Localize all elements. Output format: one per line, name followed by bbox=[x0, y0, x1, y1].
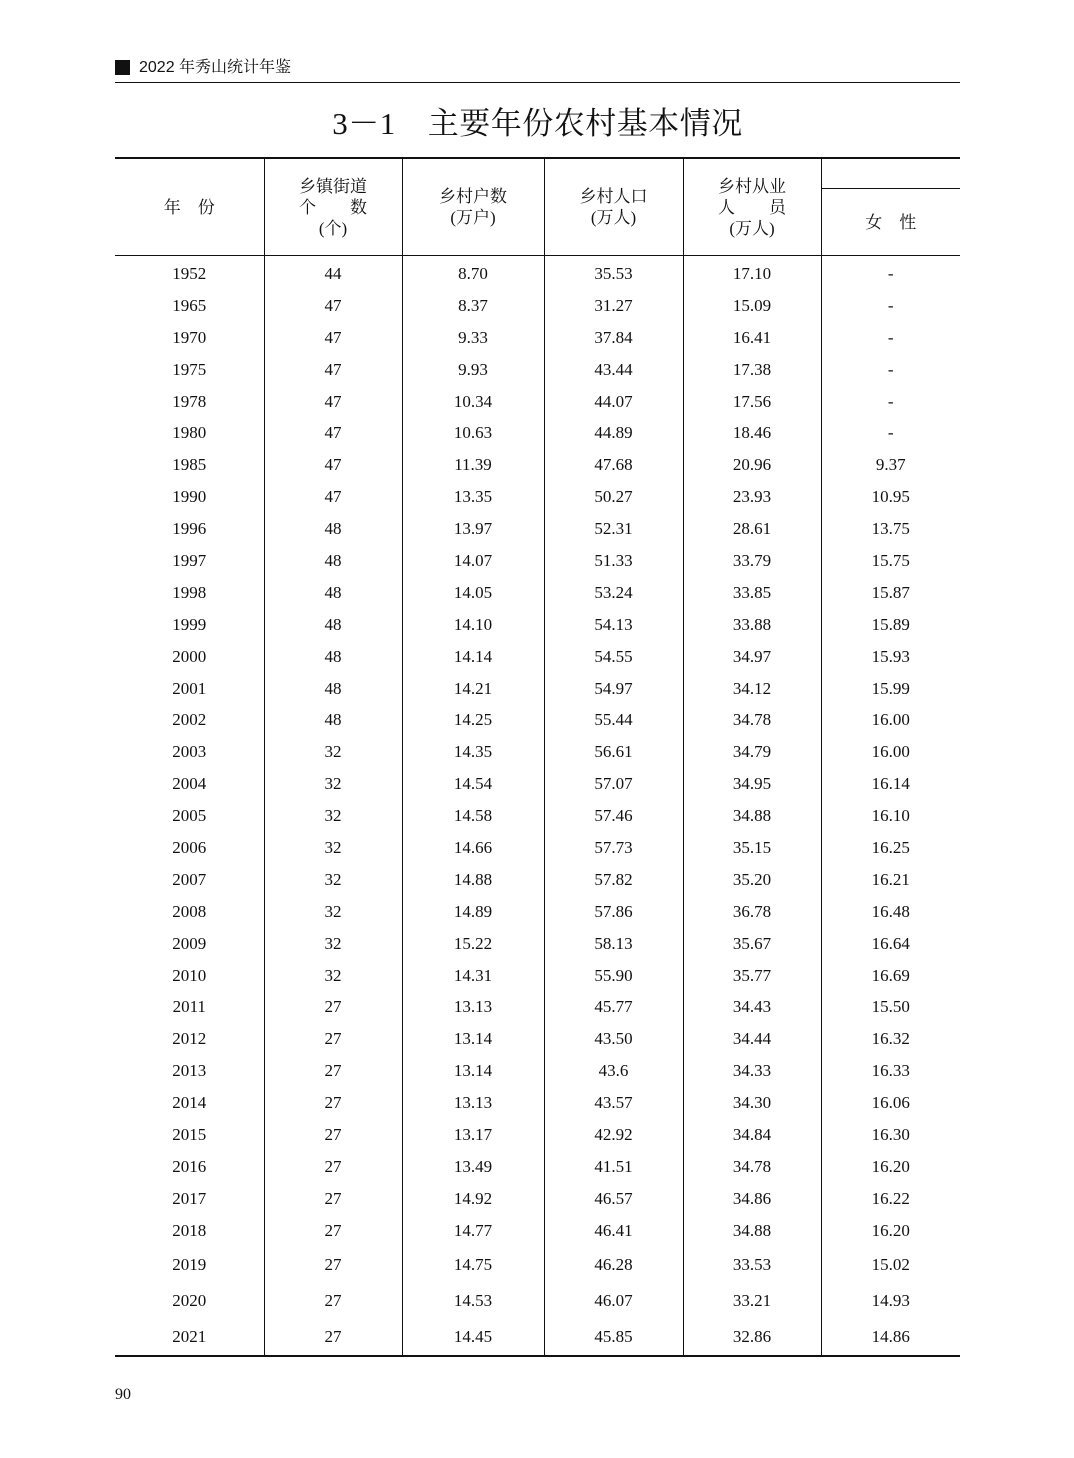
cell-employed: 17.56 bbox=[683, 386, 821, 418]
cell-female: 16.48 bbox=[871, 901, 910, 921]
cell-towns: 27 bbox=[264, 1183, 402, 1215]
cell-female: - bbox=[887, 391, 894, 411]
cell-employed: 15.09 bbox=[683, 290, 821, 322]
cell-year: 2000 bbox=[115, 641, 264, 673]
cell-towns: 48 bbox=[264, 704, 402, 736]
cell-towns: 47 bbox=[264, 290, 402, 322]
cell-female: 14.86 bbox=[821, 1319, 960, 1356]
cell-employed: 34.97 bbox=[683, 641, 821, 673]
header-towns-line: 乡镇街道 bbox=[299, 176, 367, 196]
table-row bbox=[115, 386, 960, 418]
table-row bbox=[115, 960, 960, 992]
cell-households: 14.58 bbox=[402, 800, 544, 832]
cell-employed: 34.78 bbox=[683, 1151, 821, 1183]
cell-population: 57.86 bbox=[544, 896, 683, 928]
table-row bbox=[115, 577, 960, 609]
cell-households: 14.31 bbox=[402, 960, 544, 992]
cell-employed: 33.21 bbox=[683, 1283, 821, 1319]
table-row bbox=[115, 609, 960, 641]
cell-employed: 35.77 bbox=[683, 960, 821, 992]
cell-employed: 34.12 bbox=[683, 673, 821, 705]
cell-towns: 48 bbox=[264, 577, 402, 609]
cell-year: 1952 bbox=[115, 256, 264, 290]
cell-female: 16.33 bbox=[871, 1061, 910, 1081]
cell-population: 52.31 bbox=[544, 513, 683, 545]
cell-female: 16.25 bbox=[871, 837, 910, 857]
header-employed-unit: (万人) bbox=[729, 218, 775, 238]
cell-employed: 35.15 bbox=[683, 832, 821, 864]
cell-year: 2003 bbox=[115, 736, 264, 768]
cell-households: 10.63 bbox=[402, 417, 544, 449]
cell-employed: 17.10 bbox=[683, 256, 821, 290]
cell-year: 2001 bbox=[115, 673, 264, 705]
cell-households: 14.07 bbox=[402, 545, 544, 577]
cell-year: 1985 bbox=[115, 449, 264, 481]
cell-year: 2011 bbox=[115, 991, 264, 1023]
cell-year: 2002 bbox=[115, 704, 264, 736]
cell-female: - bbox=[887, 327, 894, 347]
page-title bbox=[115, 100, 960, 148]
cell-year: 2016 bbox=[115, 1151, 264, 1183]
table-row bbox=[115, 417, 960, 449]
running-head-text: 2022 年秀山统计年鉴 bbox=[139, 59, 292, 76]
cell-towns: 47 bbox=[264, 386, 402, 418]
cell-population: 31.27 bbox=[544, 290, 683, 322]
table-row bbox=[115, 256, 960, 290]
cell-towns: 48 bbox=[264, 513, 402, 545]
cell-year: 2017 bbox=[115, 1183, 264, 1215]
cell-female: 16.06 bbox=[871, 1093, 910, 1113]
cell-households: 14.66 bbox=[402, 832, 544, 864]
cell-year: 2015 bbox=[115, 1119, 264, 1151]
cell-population: 43.50 bbox=[544, 1023, 683, 1055]
header-year: 年 份 bbox=[115, 158, 264, 256]
cell-towns: 32 bbox=[264, 736, 402, 768]
cell-population: 56.61 bbox=[544, 736, 683, 768]
cell-employed: 34.33 bbox=[683, 1055, 821, 1087]
table-row bbox=[115, 928, 960, 960]
cell-population: 45.77 bbox=[544, 991, 683, 1023]
cell-employed: 34.43 bbox=[683, 991, 821, 1023]
cell-households: 14.77 bbox=[402, 1215, 544, 1247]
cell-households: 8.37 bbox=[402, 290, 544, 322]
cell-households: 14.92 bbox=[402, 1183, 544, 1215]
cell-towns: 47 bbox=[264, 322, 402, 354]
header-rule bbox=[115, 82, 960, 83]
cell-population: 47.68 bbox=[544, 449, 683, 481]
cell-year: 2018 bbox=[115, 1215, 264, 1247]
cell-towns: 27 bbox=[264, 1055, 402, 1087]
cell-employed: 17.38 bbox=[683, 354, 821, 386]
cell-towns: 32 bbox=[264, 800, 402, 832]
cell-employed: 34.30 bbox=[683, 1087, 821, 1119]
cell-population: 57.46 bbox=[544, 800, 683, 832]
square-bullet-icon bbox=[115, 60, 130, 75]
cell-employed: 34.78 bbox=[683, 704, 821, 736]
table-row bbox=[115, 513, 960, 545]
cell-population: 35.53 bbox=[544, 256, 683, 290]
cell-female: 16.14 bbox=[871, 774, 910, 794]
cell-female: 10.95 bbox=[871, 487, 910, 507]
cell-population: 57.82 bbox=[544, 864, 683, 896]
cell-towns: 48 bbox=[264, 545, 402, 577]
cell-year: 2020 bbox=[115, 1283, 264, 1319]
header-population-line: 乡村人口 bbox=[579, 187, 648, 206]
cell-year: 1980 bbox=[115, 417, 264, 449]
cell-year: 1997 bbox=[115, 545, 264, 577]
cell-female: 16.69 bbox=[871, 965, 910, 985]
cell-towns: 32 bbox=[264, 960, 402, 992]
cell-year: 2004 bbox=[115, 768, 264, 800]
cell-towns: 27 bbox=[264, 1283, 402, 1319]
cell-towns: 48 bbox=[264, 609, 402, 641]
table-row bbox=[115, 1023, 960, 1055]
cell-population: 50.27 bbox=[544, 481, 683, 513]
cell-population: 55.90 bbox=[544, 960, 683, 992]
cell-households: 15.22 bbox=[402, 928, 544, 960]
table-row bbox=[115, 322, 960, 354]
cell-female: 14.93 bbox=[871, 1290, 910, 1310]
table-row bbox=[115, 673, 960, 705]
cell-employed: 18.46 bbox=[683, 417, 821, 449]
cell-population: 45.85 bbox=[544, 1319, 683, 1356]
cell-population: 46.07 bbox=[544, 1283, 683, 1319]
header-towns bbox=[264, 158, 402, 256]
cell-employed: 32.86 bbox=[683, 1319, 821, 1356]
cell-population: 46.41 bbox=[544, 1215, 683, 1247]
header-employed-line: 人 员 bbox=[718, 197, 786, 217]
cell-female: 13.75 bbox=[871, 519, 910, 539]
cell-year: 1996 bbox=[115, 513, 264, 545]
cell-population: 41.51 bbox=[544, 1151, 683, 1183]
cell-year: 1999 bbox=[115, 609, 264, 641]
cell-year: 1998 bbox=[115, 577, 264, 609]
cell-households: 14.05 bbox=[402, 577, 544, 609]
cell-towns: 27 bbox=[264, 991, 402, 1023]
cell-households: 13.14 bbox=[402, 1023, 544, 1055]
cell-households: 14.88 bbox=[402, 864, 544, 896]
table-row bbox=[115, 736, 960, 768]
cell-employed: 34.86 bbox=[683, 1183, 821, 1215]
cell-households: 10.34 bbox=[402, 386, 544, 418]
cell-year: 2021 bbox=[115, 1319, 264, 1356]
table-body bbox=[115, 256, 960, 1356]
cell-households: 14.10 bbox=[402, 609, 544, 641]
cell-households: 11.39 bbox=[402, 449, 544, 481]
cell-employed: 34.84 bbox=[683, 1119, 821, 1151]
table-row bbox=[115, 896, 960, 928]
cell-year: 2013 bbox=[115, 1055, 264, 1087]
header-towns-line: 个 数 bbox=[299, 197, 367, 217]
header-subrule bbox=[822, 188, 961, 189]
cell-towns: 32 bbox=[264, 928, 402, 960]
cell-towns: 44 bbox=[264, 256, 402, 290]
cell-female: 16.20 bbox=[871, 1156, 910, 1176]
table-row bbox=[115, 1247, 960, 1283]
cell-towns: 32 bbox=[264, 864, 402, 896]
cell-female: 9.37 bbox=[875, 455, 906, 475]
cell-employed: 23.93 bbox=[683, 481, 821, 513]
cell-households: 13.49 bbox=[402, 1151, 544, 1183]
rural-statistics-table bbox=[115, 157, 960, 1357]
table-row bbox=[115, 832, 960, 864]
cell-employed: 33.88 bbox=[683, 609, 821, 641]
cell-employed: 16.41 bbox=[683, 322, 821, 354]
cell-female: 16.32 bbox=[871, 1029, 910, 1049]
cell-year: 1965 bbox=[115, 290, 264, 322]
cell-female: 16.21 bbox=[871, 869, 910, 889]
cell-female: 15.50 bbox=[871, 997, 910, 1017]
cell-households: 14.14 bbox=[402, 641, 544, 673]
cell-population: 43.6 bbox=[544, 1055, 683, 1087]
cell-year: 1975 bbox=[115, 354, 264, 386]
cell-population: 54.97 bbox=[544, 673, 683, 705]
cell-year: 1970 bbox=[115, 322, 264, 354]
cell-households: 14.21 bbox=[402, 673, 544, 705]
running-head bbox=[115, 58, 960, 82]
cell-employed: 34.88 bbox=[683, 1215, 821, 1247]
header-population bbox=[544, 158, 683, 256]
table-row bbox=[115, 704, 960, 736]
table-row bbox=[115, 290, 960, 322]
cell-households: 14.89 bbox=[402, 896, 544, 928]
cell-year: 1978 bbox=[115, 386, 264, 418]
cell-female: 15.87 bbox=[871, 582, 910, 602]
cell-towns: 32 bbox=[264, 832, 402, 864]
cell-population: 54.13 bbox=[544, 609, 683, 641]
cell-population: 43.44 bbox=[544, 354, 683, 386]
cell-households: 13.17 bbox=[402, 1119, 544, 1151]
cell-female: 16.00 bbox=[871, 742, 910, 762]
cell-female: - bbox=[887, 359, 894, 379]
table-row bbox=[115, 1055, 960, 1087]
cell-towns: 27 bbox=[264, 1151, 402, 1183]
cell-population: 57.07 bbox=[544, 768, 683, 800]
table-header-row bbox=[115, 158, 960, 256]
header-households-unit: (万户) bbox=[450, 208, 496, 227]
cell-employed: 34.44 bbox=[683, 1023, 821, 1055]
table-row bbox=[115, 449, 960, 481]
cell-year: 2005 bbox=[115, 800, 264, 832]
table-row bbox=[115, 641, 960, 673]
cell-year: 2019 bbox=[115, 1247, 264, 1283]
cell-employed: 33.79 bbox=[683, 545, 821, 577]
cell-population: 46.57 bbox=[544, 1183, 683, 1215]
table-row bbox=[115, 1319, 960, 1356]
table-row bbox=[115, 545, 960, 577]
cell-year: 2010 bbox=[115, 960, 264, 992]
cell-year: 2008 bbox=[115, 896, 264, 928]
cell-population: 46.28 bbox=[544, 1247, 683, 1283]
cell-households: 9.93 bbox=[402, 354, 544, 386]
cell-population: 44.07 bbox=[544, 386, 683, 418]
cell-households: 14.53 bbox=[402, 1283, 544, 1319]
cell-female: 16.22 bbox=[871, 1188, 910, 1208]
cell-female: 16.00 bbox=[871, 710, 910, 730]
table-row bbox=[115, 1183, 960, 1215]
cell-female: 16.30 bbox=[871, 1124, 910, 1144]
cell-households: 13.14 bbox=[402, 1055, 544, 1087]
header-population-unit: (万人) bbox=[590, 208, 637, 227]
cell-households: 13.13 bbox=[402, 1087, 544, 1119]
cell-households: 13.13 bbox=[402, 991, 544, 1023]
cell-employed: 20.96 bbox=[683, 449, 821, 481]
cell-towns: 27 bbox=[264, 1215, 402, 1247]
cell-households: 14.25 bbox=[402, 704, 544, 736]
header-households-line: 乡村户数 bbox=[439, 187, 507, 206]
cell-towns: 47 bbox=[264, 354, 402, 386]
cell-population: 53.24 bbox=[544, 577, 683, 609]
table-row bbox=[115, 768, 960, 800]
cell-female: 15.02 bbox=[871, 1254, 910, 1274]
cell-towns: 48 bbox=[264, 673, 402, 705]
page-number: 90 bbox=[115, 1386, 131, 1403]
table-row bbox=[115, 991, 960, 1023]
cell-year: 2007 bbox=[115, 864, 264, 896]
header-employed bbox=[683, 158, 821, 256]
cell-employed: 35.67 bbox=[683, 928, 821, 960]
cell-population: 37.84 bbox=[544, 322, 683, 354]
cell-towns: 27 bbox=[264, 1319, 402, 1356]
cell-towns: 27 bbox=[264, 1087, 402, 1119]
cell-female: 16.10 bbox=[871, 806, 910, 826]
cell-female: 15.99 bbox=[871, 678, 910, 698]
cell-employed: 33.53 bbox=[683, 1247, 821, 1283]
cell-towns: 47 bbox=[264, 449, 402, 481]
table-row bbox=[115, 1087, 960, 1119]
cell-employed: 34.88 bbox=[683, 800, 821, 832]
cell-year: 2012 bbox=[115, 1023, 264, 1055]
cell-female: - bbox=[887, 423, 894, 443]
cell-female: - bbox=[887, 295, 894, 315]
cell-households: 9.33 bbox=[402, 322, 544, 354]
cell-female: - bbox=[887, 263, 894, 283]
cell-households: 14.54 bbox=[402, 768, 544, 800]
cell-towns: 47 bbox=[264, 481, 402, 513]
cell-population: 54.55 bbox=[544, 641, 683, 673]
cell-employed: 33.85 bbox=[683, 577, 821, 609]
cell-population: 55.44 bbox=[544, 704, 683, 736]
cell-female: 16.64 bbox=[871, 933, 910, 953]
cell-female: 16.20 bbox=[871, 1220, 910, 1240]
table-row bbox=[115, 354, 960, 386]
cell-female: 15.75 bbox=[871, 550, 910, 570]
cell-towns: 32 bbox=[264, 896, 402, 928]
cell-towns: 47 bbox=[264, 417, 402, 449]
table-row bbox=[115, 1151, 960, 1183]
cell-population: 44.89 bbox=[544, 417, 683, 449]
cell-population: 58.13 bbox=[544, 928, 683, 960]
table-number: 3－1 bbox=[332, 106, 396, 141]
cell-households: 13.97 bbox=[402, 513, 544, 545]
cell-year: 1990 bbox=[115, 481, 264, 513]
cell-households: 14.35 bbox=[402, 736, 544, 768]
cell-towns: 27 bbox=[264, 1023, 402, 1055]
cell-population: 57.73 bbox=[544, 832, 683, 864]
header-households bbox=[402, 158, 544, 256]
cell-towns: 48 bbox=[264, 641, 402, 673]
cell-households: 14.75 bbox=[402, 1247, 544, 1283]
cell-towns: 27 bbox=[264, 1119, 402, 1151]
cell-female: 15.93 bbox=[871, 646, 910, 666]
table-row bbox=[115, 864, 960, 896]
cell-employed: 36.78 bbox=[683, 896, 821, 928]
cell-households: 13.35 bbox=[402, 481, 544, 513]
table-row bbox=[115, 1283, 960, 1319]
header-female-label: 女 性 bbox=[865, 213, 917, 232]
cell-households: 14.45 bbox=[402, 1319, 544, 1356]
cell-employed: 35.20 bbox=[683, 864, 821, 896]
header-towns-unit: (个) bbox=[318, 218, 348, 238]
cell-year: 2009 bbox=[115, 928, 264, 960]
cell-employed: 34.95 bbox=[683, 768, 821, 800]
cell-households: 8.70 bbox=[402, 256, 544, 290]
header-employed-line: 乡村从业 bbox=[718, 176, 786, 196]
table-row bbox=[115, 481, 960, 513]
cell-employed: 28.61 bbox=[683, 513, 821, 545]
cell-population: 51.33 bbox=[544, 545, 683, 577]
cell-towns: 32 bbox=[264, 768, 402, 800]
cell-towns: 27 bbox=[264, 1247, 402, 1283]
table-row bbox=[115, 800, 960, 832]
header-female bbox=[821, 158, 960, 256]
cell-population: 42.92 bbox=[544, 1119, 683, 1151]
table-row bbox=[115, 1119, 960, 1151]
cell-female: 15.89 bbox=[871, 614, 910, 634]
table-row bbox=[115, 1215, 960, 1247]
cell-year: 2006 bbox=[115, 832, 264, 864]
cell-population: 43.57 bbox=[544, 1087, 683, 1119]
cell-employed: 34.79 bbox=[683, 736, 821, 768]
cell-year: 2014 bbox=[115, 1087, 264, 1119]
table-title: 主要年份农村基本情况 bbox=[427, 106, 743, 141]
